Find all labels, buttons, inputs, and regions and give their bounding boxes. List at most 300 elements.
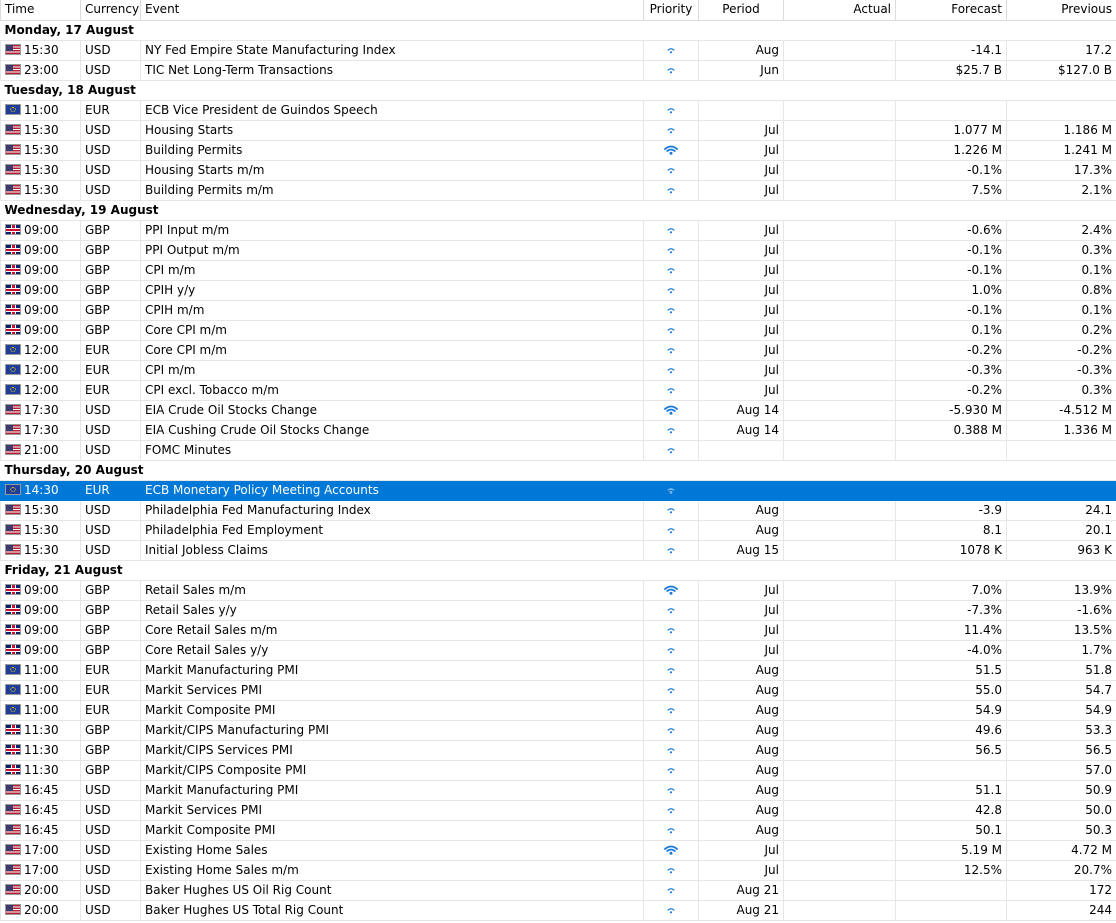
event-row[interactable] <box>1 500 1116 520</box>
event-name: PPI Input m/m <box>141 220 644 240</box>
event-time: 11:00 <box>24 682 59 697</box>
event-actual <box>784 420 896 440</box>
event-currency: USD <box>81 140 141 160</box>
table-header <box>1 0 1116 20</box>
event-time: 09:00 <box>24 602 59 617</box>
event-time-cell <box>1 160 81 180</box>
event-currency: EUR <box>81 380 141 400</box>
event-name: Core CPI m/m <box>141 340 644 360</box>
event-period: Aug 21 <box>699 880 784 900</box>
medium-priority-signal-icon <box>666 246 676 254</box>
event-row[interactable] <box>1 40 1116 60</box>
event-time-cell <box>1 720 81 740</box>
event-forecast: 1.226 M <box>896 140 1007 160</box>
event-row[interactable] <box>1 580 1116 600</box>
event-currency: GBP <box>81 240 141 260</box>
event-priority <box>644 240 699 260</box>
medium-priority-signal-icon <box>666 826 676 834</box>
event-time: 09:00 <box>24 582 59 597</box>
event-name: Markit Manufacturing PMI <box>141 660 644 680</box>
event-actual <box>784 380 896 400</box>
event-priority <box>644 580 699 600</box>
event-row[interactable] <box>1 400 1116 420</box>
event-actual <box>784 40 896 60</box>
event-time: 17:00 <box>24 862 59 877</box>
event-currency: GBP <box>81 720 141 740</box>
event-name: Core Retail Sales y/y <box>141 640 644 660</box>
column-header-currency[interactable]: Currency <box>81 0 141 20</box>
us-flag-icon <box>5 424 21 435</box>
column-header-period[interactable]: Period <box>699 0 784 20</box>
event-forecast: -0.1% <box>896 300 1007 320</box>
medium-priority-signal-icon <box>666 386 676 394</box>
event-row[interactable] <box>1 700 1116 720</box>
event-period: Jun <box>699 60 784 80</box>
event-row[interactable] <box>1 360 1116 380</box>
event-period: Aug <box>699 820 784 840</box>
event-time: 09:00 <box>24 322 59 337</box>
day-header: Friday, 21 August <box>1 560 1116 580</box>
eu-flag-icon <box>5 704 21 715</box>
event-actual <box>784 440 896 460</box>
event-period: Aug <box>699 720 784 740</box>
event-previous: -4.512 M <box>1007 400 1116 420</box>
event-forecast: 7.5% <box>896 180 1007 200</box>
event-row[interactable] <box>1 300 1116 320</box>
event-time-cell <box>1 700 81 720</box>
event-name: CPI m/m <box>141 360 644 380</box>
event-name: Initial Jobless Claims <box>141 540 644 560</box>
event-name: Retail Sales m/m <box>141 580 644 600</box>
event-currency: EUR <box>81 360 141 380</box>
us-flag-icon <box>5 164 21 175</box>
event-time: 15:30 <box>24 42 59 57</box>
event-row[interactable] <box>1 860 1116 880</box>
medium-priority-signal-icon <box>666 746 676 754</box>
high-priority-signal-icon <box>664 585 678 595</box>
event-row[interactable] <box>1 60 1116 80</box>
event-actual <box>784 400 896 420</box>
event-time-cell <box>1 140 81 160</box>
event-time-cell <box>1 780 81 800</box>
event-forecast: 11.4% <box>896 620 1007 640</box>
gb-flag-icon <box>5 304 21 315</box>
event-name: Markit Services PMI <box>141 800 644 820</box>
event-forecast: 0.1% <box>896 320 1007 340</box>
event-priority <box>644 40 699 60</box>
event-previous: 4.72 M <box>1007 840 1116 860</box>
event-priority <box>644 800 699 820</box>
eu-flag-icon <box>5 384 21 395</box>
event-actual <box>784 60 896 80</box>
medium-priority-signal-icon <box>666 126 676 134</box>
event-name: TIC Net Long-Term Transactions <box>141 60 644 80</box>
event-previous: 963 K <box>1007 540 1116 560</box>
event-previous <box>1007 100 1116 120</box>
event-time: 11:30 <box>24 762 59 777</box>
event-currency: USD <box>81 60 141 80</box>
event-priority <box>644 620 699 640</box>
event-currency: USD <box>81 120 141 140</box>
event-forecast: 5.19 M <box>896 840 1007 860</box>
event-actual <box>784 120 896 140</box>
column-header-event[interactable]: Event <box>141 0 644 20</box>
event-row[interactable] <box>1 840 1116 860</box>
event-previous: 1.7% <box>1007 640 1116 660</box>
event-time: 15:30 <box>24 122 59 137</box>
column-header-actual[interactable]: Actual <box>784 0 896 20</box>
event-priority <box>644 900 699 920</box>
event-row[interactable] <box>1 220 1116 240</box>
event-name: ECB Monetary Policy Meeting Accounts <box>141 480 644 500</box>
event-period: Jul <box>699 840 784 860</box>
eu-flag-icon <box>5 364 21 375</box>
medium-priority-signal-icon <box>666 286 676 294</box>
us-flag-icon <box>5 864 21 875</box>
event-time: 11:00 <box>24 102 59 117</box>
event-priority <box>644 140 699 160</box>
event-row[interactable] <box>1 340 1116 360</box>
gb-flag-icon <box>5 724 21 735</box>
event-time: 17:30 <box>24 422 59 437</box>
high-priority-signal-icon <box>664 405 678 415</box>
event-time-cell <box>1 580 81 600</box>
gb-flag-icon <box>5 284 21 295</box>
event-forecast: 56.5 <box>896 740 1007 760</box>
event-row[interactable] <box>1 100 1116 120</box>
event-time: 11:30 <box>24 742 59 757</box>
event-currency: GBP <box>81 320 141 340</box>
event-row[interactable] <box>1 280 1116 300</box>
medium-priority-signal-icon <box>666 806 676 814</box>
event-row[interactable] <box>1 820 1116 840</box>
event-row[interactable] <box>1 760 1116 780</box>
event-time: 15:30 <box>24 542 59 557</box>
event-name: CPIH m/m <box>141 300 644 320</box>
event-time-cell <box>1 240 81 260</box>
event-name: Retail Sales y/y <box>141 600 644 620</box>
event-row[interactable] <box>1 240 1116 260</box>
event-row[interactable] <box>1 620 1116 640</box>
event-row[interactable] <box>1 180 1116 200</box>
event-time: 12:00 <box>24 342 59 357</box>
event-row[interactable] <box>1 520 1116 540</box>
event-period: Jul <box>699 260 784 280</box>
event-previous: 244 <box>1007 900 1116 920</box>
event-currency: USD <box>81 440 141 460</box>
event-actual <box>784 640 896 660</box>
event-previous <box>1007 480 1116 500</box>
event-actual <box>784 900 896 920</box>
event-row[interactable] <box>1 540 1116 560</box>
us-flag-icon <box>5 124 21 135</box>
event-row[interactable] <box>1 140 1116 160</box>
event-previous: $127.0 B <box>1007 60 1116 80</box>
us-flag-icon <box>5 44 21 55</box>
event-name: CPIH y/y <box>141 280 644 300</box>
event-previous: 2.1% <box>1007 180 1116 200</box>
medium-priority-signal-icon <box>666 446 676 454</box>
event-forecast: -0.2% <box>896 380 1007 400</box>
gb-flag-icon <box>5 624 21 635</box>
event-priority <box>644 860 699 880</box>
event-time: 14:30 <box>24 482 59 497</box>
event-currency: GBP <box>81 220 141 240</box>
event-priority <box>644 480 699 500</box>
day-group-row <box>1 460 1116 480</box>
event-name: Philadelphia Fed Manufacturing Index <box>141 500 644 520</box>
event-period: Aug 14 <box>699 400 784 420</box>
event-name: Building Permits m/m <box>141 180 644 200</box>
day-group-row <box>1 200 1116 220</box>
medium-priority-signal-icon <box>666 166 676 174</box>
event-time: 11:00 <box>24 702 59 717</box>
event-row[interactable] <box>1 740 1116 760</box>
medium-priority-signal-icon <box>666 706 676 714</box>
event-priority <box>644 540 699 560</box>
event-name: Markit/CIPS Composite PMI <box>141 760 644 780</box>
medium-priority-signal-icon <box>666 686 676 694</box>
event-currency: EUR <box>81 660 141 680</box>
gb-flag-icon <box>5 324 21 335</box>
event-name: ECB Vice President de Guindos Speech <box>141 100 644 120</box>
event-actual <box>784 520 896 540</box>
high-priority-signal-icon <box>664 845 678 855</box>
us-flag-icon <box>5 444 21 455</box>
event-priority <box>644 360 699 380</box>
event-actual <box>784 580 896 600</box>
event-forecast <box>896 900 1007 920</box>
event-name: PPI Output m/m <box>141 240 644 260</box>
event-time-cell <box>1 680 81 700</box>
gb-flag-icon <box>5 584 21 595</box>
event-currency: USD <box>81 500 141 520</box>
event-row[interactable] <box>1 420 1116 440</box>
event-time-cell <box>1 180 81 200</box>
event-priority <box>644 600 699 620</box>
event-period: Aug <box>699 680 784 700</box>
event-time-cell <box>1 300 81 320</box>
event-time: 17:00 <box>24 842 59 857</box>
gb-flag-icon <box>5 244 21 255</box>
column-header-priority[interactable]: Priority <box>644 0 699 20</box>
event-currency: USD <box>81 400 141 420</box>
event-actual <box>784 800 896 820</box>
event-previous: 13.9% <box>1007 580 1116 600</box>
event-previous: 0.3% <box>1007 240 1116 260</box>
event-period: Jul <box>699 180 784 200</box>
eu-flag-icon <box>5 684 21 695</box>
day-header: Thursday, 20 August <box>1 460 1116 480</box>
event-priority <box>644 780 699 800</box>
event-row[interactable] <box>1 480 1116 500</box>
event-currency: USD <box>81 840 141 860</box>
medium-priority-signal-icon <box>666 106 676 114</box>
gb-flag-icon <box>5 644 21 655</box>
column-header-forecast[interactable]: Forecast <box>896 0 1007 20</box>
event-time-cell <box>1 100 81 120</box>
event-priority <box>644 420 699 440</box>
event-currency: GBP <box>81 620 141 640</box>
event-time-cell <box>1 420 81 440</box>
event-period: Jul <box>699 580 784 600</box>
event-time: 23:00 <box>24 62 59 77</box>
event-row[interactable] <box>1 660 1116 680</box>
event-priority <box>644 100 699 120</box>
event-time: 09:00 <box>24 282 59 297</box>
event-time-cell <box>1 880 81 900</box>
event-row[interactable] <box>1 880 1116 900</box>
column-header-previous[interactable]: Previous <box>1007 0 1116 20</box>
event-row[interactable] <box>1 120 1116 140</box>
event-previous: -1.6% <box>1007 600 1116 620</box>
us-flag-icon <box>5 804 21 815</box>
medium-priority-signal-icon <box>666 186 676 194</box>
gb-flag-icon <box>5 604 21 615</box>
event-row[interactable] <box>1 800 1116 820</box>
event-forecast: -0.3% <box>896 360 1007 380</box>
event-priority <box>644 400 699 420</box>
medium-priority-signal-icon <box>666 886 676 894</box>
event-forecast: 12.5% <box>896 860 1007 880</box>
event-priority <box>644 520 699 540</box>
event-forecast: -0.6% <box>896 220 1007 240</box>
event-time-cell <box>1 520 81 540</box>
event-time-cell <box>1 440 81 460</box>
event-period: Aug 14 <box>699 420 784 440</box>
event-row[interactable] <box>1 640 1116 660</box>
event-forecast: 7.0% <box>896 580 1007 600</box>
event-time: 11:30 <box>24 722 59 737</box>
event-row[interactable] <box>1 440 1116 460</box>
event-row[interactable] <box>1 720 1116 740</box>
event-period: Aug <box>699 800 784 820</box>
event-actual <box>784 300 896 320</box>
event-forecast: -0.2% <box>896 340 1007 360</box>
event-forecast: -14.1 <box>896 40 1007 60</box>
event-currency: GBP <box>81 740 141 760</box>
event-actual <box>784 880 896 900</box>
event-priority <box>644 880 699 900</box>
event-previous: -0.2% <box>1007 340 1116 360</box>
event-forecast: -3.9 <box>896 500 1007 520</box>
event-time: 09:00 <box>24 642 59 657</box>
event-priority <box>644 660 699 680</box>
event-row[interactable] <box>1 900 1116 920</box>
event-priority <box>644 380 699 400</box>
event-priority <box>644 700 699 720</box>
event-actual <box>784 320 896 340</box>
medium-priority-signal-icon <box>666 546 676 554</box>
event-time-cell <box>1 380 81 400</box>
event-period: Jul <box>699 620 784 640</box>
event-name: Existing Home Sales <box>141 840 644 860</box>
event-currency: GBP <box>81 640 141 660</box>
event-priority <box>644 720 699 740</box>
event-previous: 20.1 <box>1007 520 1116 540</box>
event-actual <box>784 540 896 560</box>
event-actual <box>784 740 896 760</box>
event-row[interactable] <box>1 260 1116 280</box>
medium-priority-signal-icon <box>666 786 676 794</box>
event-actual <box>784 700 896 720</box>
us-flag-icon <box>5 144 21 155</box>
event-currency: GBP <box>81 760 141 780</box>
event-previous: 50.3 <box>1007 820 1116 840</box>
event-time: 15:30 <box>24 522 59 537</box>
event-period: Jul <box>699 160 784 180</box>
event-time-cell <box>1 900 81 920</box>
event-name: EIA Cushing Crude Oil Stocks Change <box>141 420 644 440</box>
event-row[interactable] <box>1 780 1116 800</box>
event-actual <box>784 100 896 120</box>
medium-priority-signal-icon <box>666 426 676 434</box>
event-actual <box>784 780 896 800</box>
event-time: 21:00 <box>24 442 59 457</box>
event-time-cell <box>1 480 81 500</box>
event-time-cell <box>1 260 81 280</box>
event-time: 09:00 <box>24 222 59 237</box>
event-currency: USD <box>81 780 141 800</box>
event-actual <box>784 820 896 840</box>
event-forecast <box>896 440 1007 460</box>
us-flag-icon <box>5 404 21 415</box>
event-row[interactable] <box>1 320 1116 340</box>
medium-priority-signal-icon <box>666 906 676 914</box>
event-currency: EUR <box>81 480 141 500</box>
event-time-cell <box>1 220 81 240</box>
event-time: 17:30 <box>24 402 59 417</box>
event-forecast: 8.1 <box>896 520 1007 540</box>
event-actual <box>784 480 896 500</box>
event-priority <box>644 820 699 840</box>
event-actual <box>784 840 896 860</box>
column-header-time[interactable]: Time <box>1 0 81 20</box>
event-name: Housing Starts <box>141 120 644 140</box>
event-row[interactable] <box>1 380 1116 400</box>
event-row[interactable] <box>1 680 1116 700</box>
medium-priority-signal-icon <box>666 646 676 654</box>
medium-priority-signal-icon <box>666 266 676 274</box>
event-row[interactable] <box>1 600 1116 620</box>
event-priority <box>644 840 699 860</box>
event-time: 16:45 <box>24 822 59 837</box>
event-time-cell <box>1 320 81 340</box>
event-time: 12:00 <box>24 362 59 377</box>
event-period: Aug <box>699 780 784 800</box>
event-actual <box>784 600 896 620</box>
event-previous: 13.5% <box>1007 620 1116 640</box>
event-time-cell <box>1 40 81 60</box>
event-time-cell <box>1 280 81 300</box>
eu-flag-icon <box>5 344 21 355</box>
event-row[interactable] <box>1 160 1116 180</box>
event-name: Core Retail Sales m/m <box>141 620 644 640</box>
event-time-cell <box>1 820 81 840</box>
event-previous: 0.3% <box>1007 380 1116 400</box>
event-priority <box>644 320 699 340</box>
day-header: Wednesday, 19 August <box>1 200 1116 220</box>
us-flag-icon <box>5 504 21 515</box>
us-flag-icon <box>5 544 21 555</box>
event-period: Jul <box>699 140 784 160</box>
us-flag-icon <box>5 64 21 75</box>
event-time: 11:00 <box>24 662 59 677</box>
event-forecast: 0.388 M <box>896 420 1007 440</box>
event-name: Building Permits <box>141 140 644 160</box>
event-time-cell <box>1 60 81 80</box>
event-forecast <box>896 480 1007 500</box>
